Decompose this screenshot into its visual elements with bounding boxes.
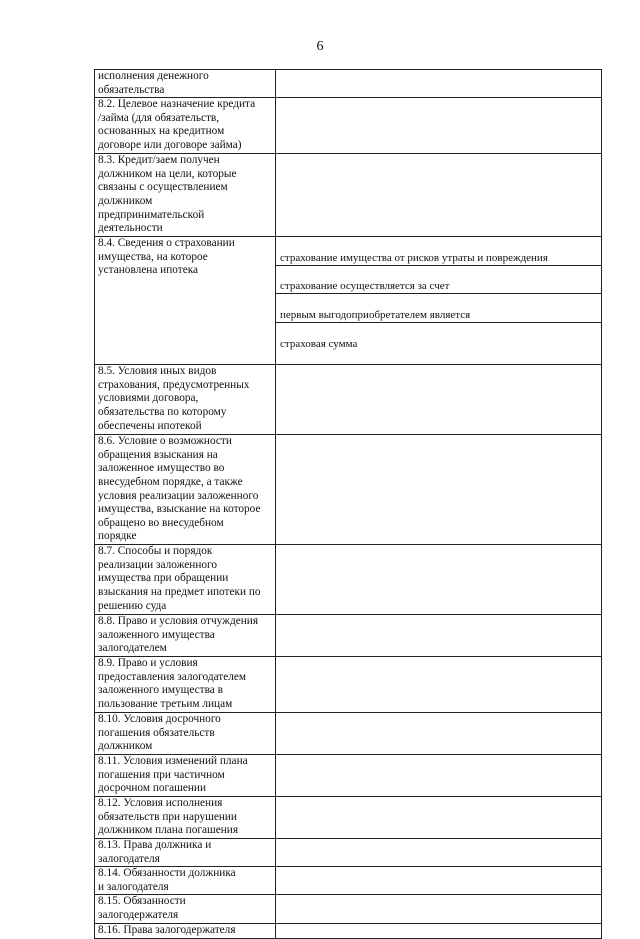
insurance-details — [276, 237, 602, 365]
table-row — [95, 656, 602, 712]
value-field[interactable] — [276, 435, 602, 545]
table-row — [95, 435, 602, 545]
row-label: 8.16. Права залогодержателя — [95, 923, 276, 938]
table-row — [95, 98, 602, 154]
table-row — [95, 796, 602, 838]
value-field[interactable] — [276, 365, 602, 435]
table-row — [95, 237, 602, 365]
row-label: 8.2. Целевое назначение кредита /займа (для обязательств, основанных на кредитном договоре или договоре займа) — [95, 98, 276, 154]
table-row — [95, 867, 602, 895]
row-label: 8.5. Условия иных видов страхования, предусмотренных условиями договора, обязательства по которому обеспечены ипотекой — [95, 365, 276, 435]
row-label: 8.14. Обязанности должника и залогодателя — [95, 867, 276, 895]
insurance-item[interactable]: страхование осуществляется за счет — [276, 279, 601, 294]
row-label: исполнения денежного обязательства — [95, 70, 276, 98]
row-label: 8.4. Сведения о страховании имущества, на которое установлена ипотека — [95, 237, 276, 365]
table-row — [95, 923, 602, 938]
row-label: 8.11. Условия изменений плана погашения при частичном досрочном погашении — [95, 754, 276, 796]
table-row — [95, 545, 602, 615]
table-row — [95, 754, 602, 796]
row-label: 8.6. Условие о возможности обращения взыскания на заложенное имущество во внесудебном порядке, а также условия реализации заложенного имущества, взыскание на которое обращено во внесудебном порядке — [95, 435, 276, 545]
value-field[interactable] — [276, 615, 602, 657]
table-row — [95, 365, 602, 435]
row-label: 8.8. Право и условия отчуждения заложенного имущества залогодателем — [95, 615, 276, 657]
value-field[interactable] — [276, 796, 602, 838]
value-field[interactable] — [276, 867, 602, 895]
value-field[interactable] — [276, 154, 602, 237]
table-row — [95, 154, 602, 237]
table-row — [95, 615, 602, 657]
value-field[interactable] — [276, 754, 602, 796]
value-field[interactable] — [276, 98, 602, 154]
insurance-item[interactable]: первым выгодоприобретателем является — [276, 308, 601, 323]
mortgage-terms-table — [94, 69, 602, 939]
row-label: 8.3. Кредит/заем получен должником на цели, которые связаны с осуществлением должником предпринимательской деятельности — [95, 154, 276, 237]
insurance-item[interactable]: страхование имущества от рисков утраты и повреждения — [276, 251, 601, 266]
page-number: 6 — [316, 39, 324, 54]
row-label: 8.7. Способы и порядок реализации заложенного имущества при обращении взыскания на предмет ипотеки по решению суда — [95, 545, 276, 615]
row-label: 8.9. Право и условия предоставления залогодателем заложенного имущества в пользование третьим лицам — [95, 656, 276, 712]
insurance-item[interactable]: страховая сумма — [280, 337, 358, 350]
table-row — [95, 895, 602, 923]
value-field[interactable] — [276, 545, 602, 615]
row-label: 8.13. Права должника и залогодателя — [95, 838, 276, 866]
table-row — [95, 712, 602, 754]
value-field[interactable] — [276, 712, 602, 754]
value-field[interactable] — [276, 923, 602, 938]
table-row — [95, 838, 602, 866]
value-field[interactable] — [276, 656, 602, 712]
row-label: 8.12. Условия исполнения обязательств при нарушении должником плана погашения — [95, 796, 276, 838]
table-row — [95, 70, 602, 98]
row-label: 8.15. Обязанности залогодержателя — [95, 895, 276, 923]
value-field[interactable] — [276, 70, 602, 98]
value-field[interactable] — [276, 838, 602, 866]
row-label: 8.10. Условия досрочного погашения обязательств должником — [95, 712, 276, 754]
value-field[interactable] — [276, 895, 602, 923]
